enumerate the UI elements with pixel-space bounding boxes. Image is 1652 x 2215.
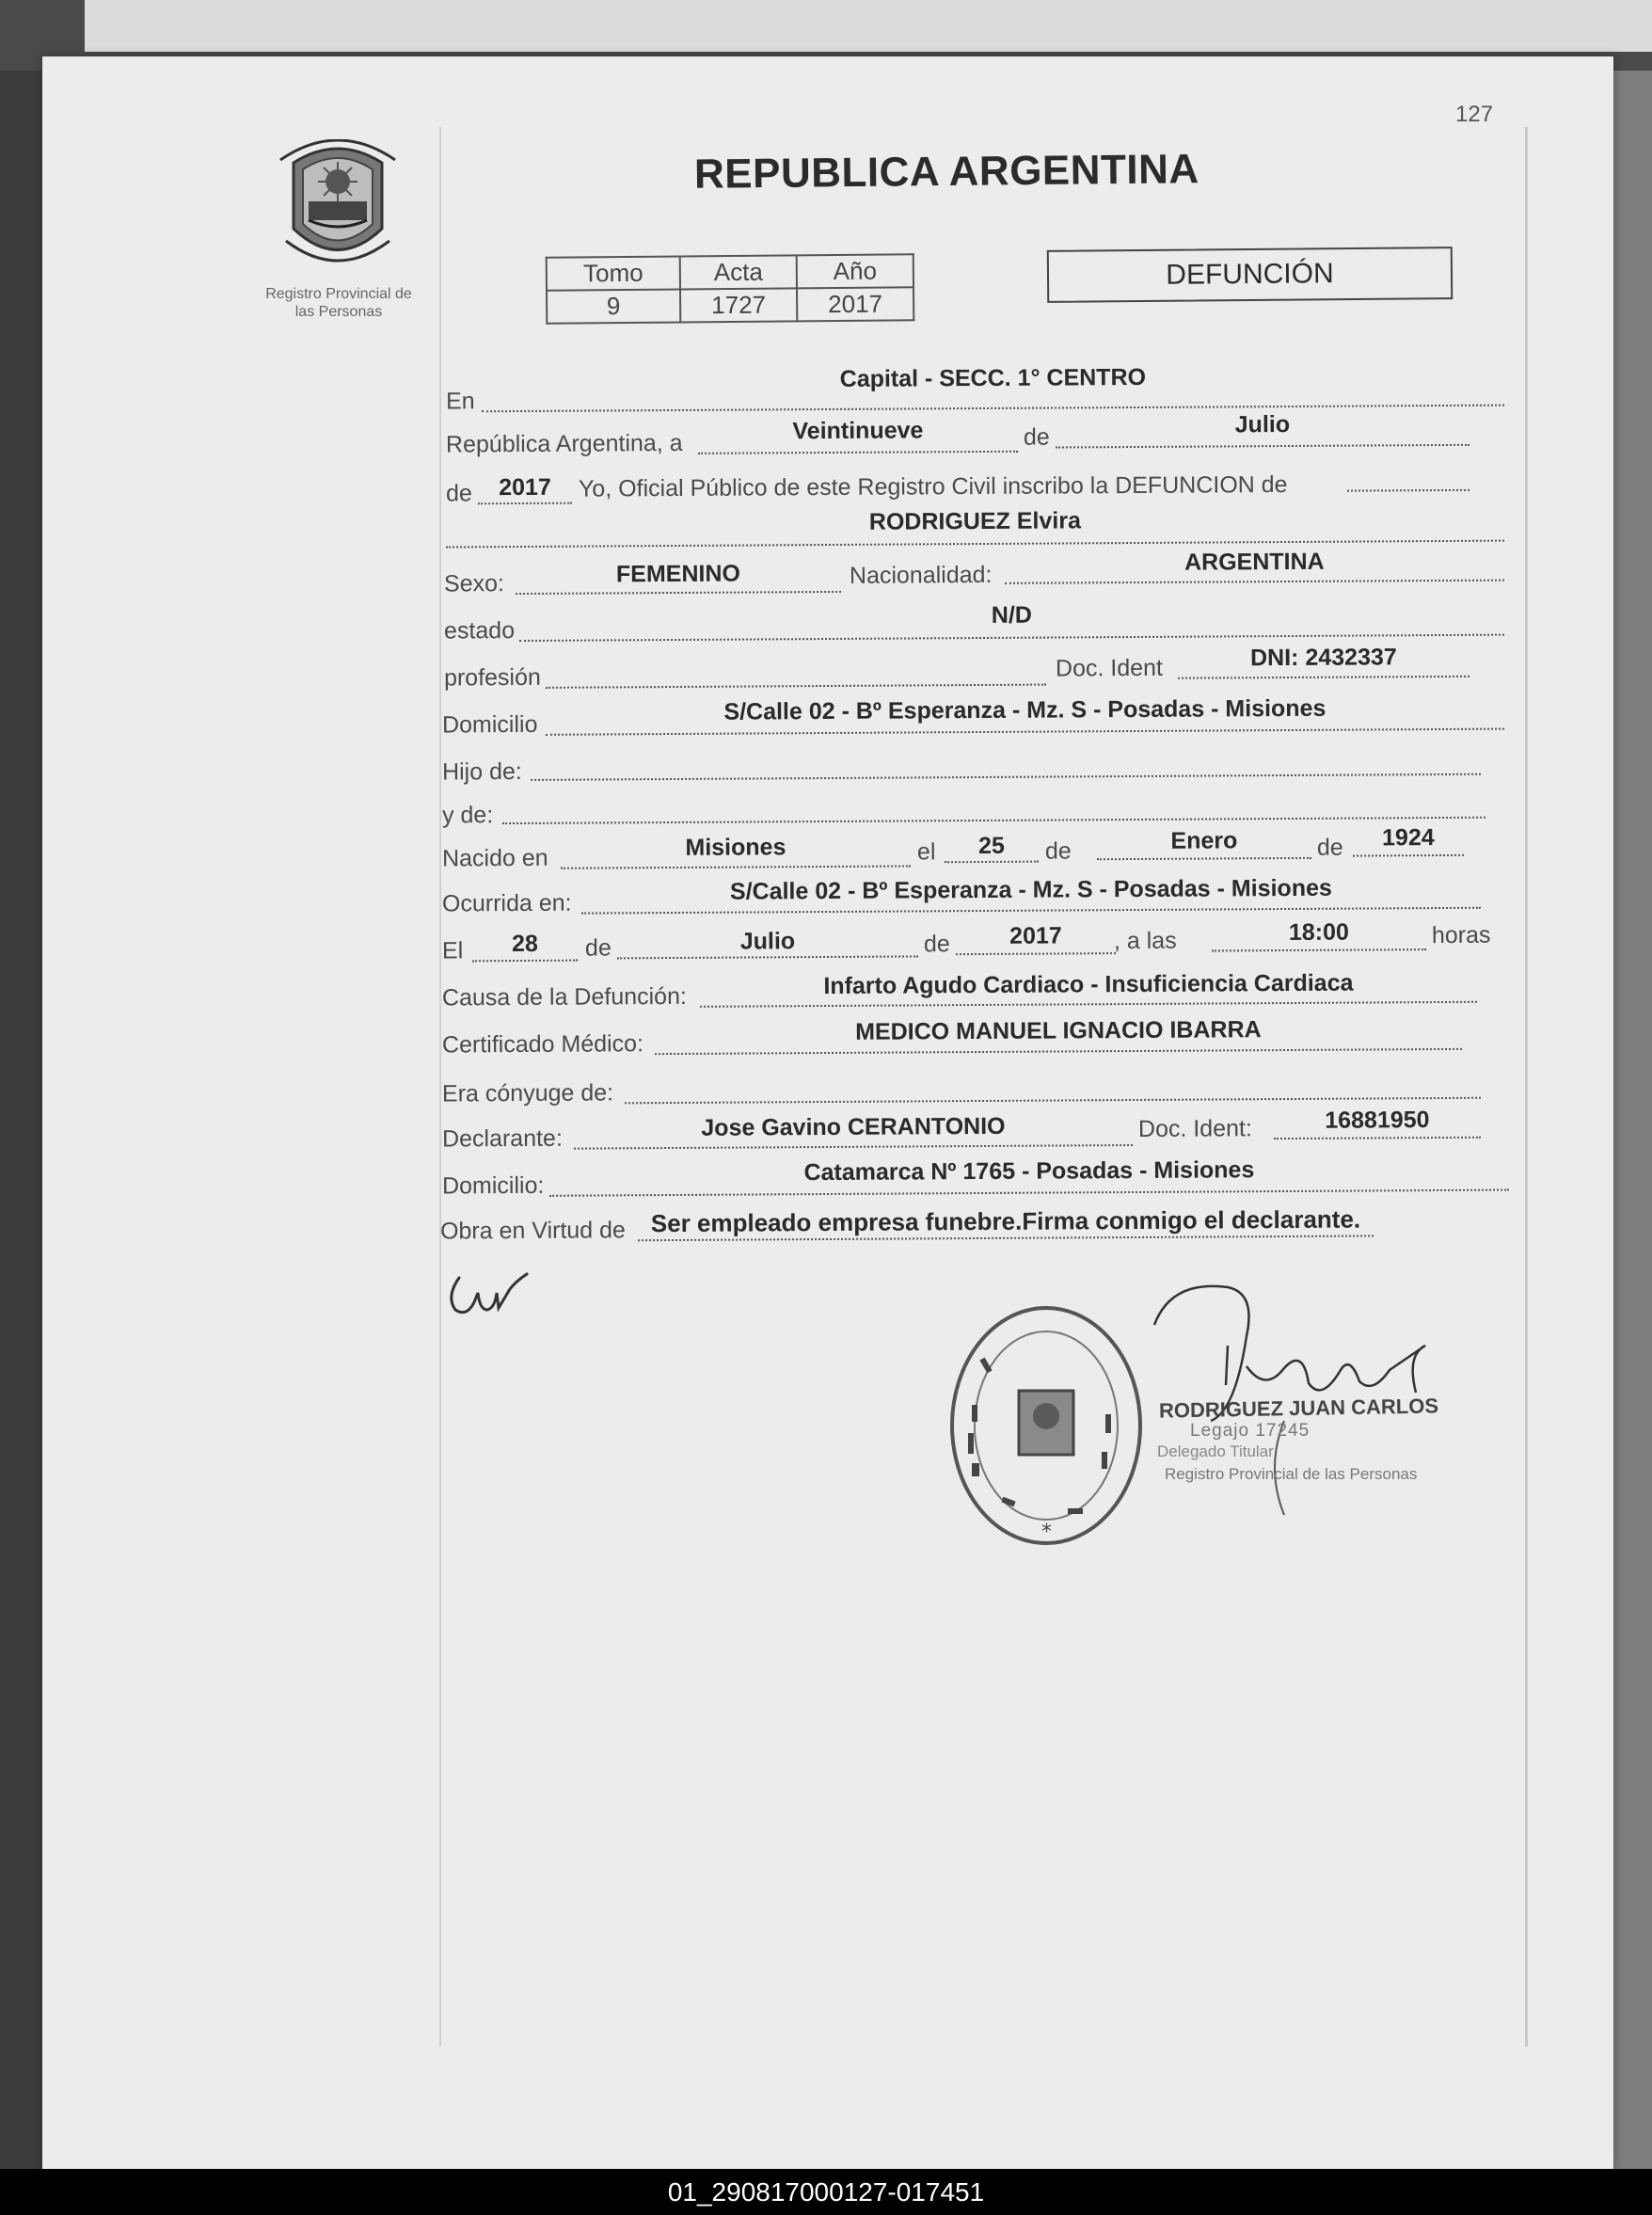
dotted-line xyxy=(519,634,1504,642)
declarante-doc-label: Doc. Ident: xyxy=(1137,1115,1252,1142)
domicilio-label: Domicilio xyxy=(441,710,538,739)
el-label: el xyxy=(916,838,936,866)
de-label: de xyxy=(923,931,950,958)
conyuge-label: Era cónyuge de: xyxy=(441,1079,614,1108)
ocurrida-label: Ocurrida en: xyxy=(441,889,572,917)
svg-text:*: * xyxy=(1041,1521,1052,1544)
birth-year: 1924 xyxy=(1382,824,1435,852)
dotted-line xyxy=(516,591,841,595)
name-value: RODRIGUEZ Elvira xyxy=(868,507,1082,535)
sexo-label: Sexo: xyxy=(443,570,505,598)
header-ano: Año xyxy=(797,254,913,288)
doc-ident-label: Doc. Ident xyxy=(1055,654,1164,682)
estado-value: N/D xyxy=(991,601,1033,629)
domicilio-value: S/Calle 02 - Bº Esperanza - Mz. S - Posadas - Misiones xyxy=(723,694,1326,725)
dotted-line xyxy=(581,907,1481,915)
header-tomo: Tomo xyxy=(547,256,680,290)
declarante-doc-value: 16881950 xyxy=(1325,1107,1430,1134)
dotted-line xyxy=(700,1001,1477,1008)
nacido-value: Misiones xyxy=(685,834,786,861)
nacionalidad-value: ARGENTINA xyxy=(1183,548,1325,576)
sexo-value: FEMENINO xyxy=(615,560,741,588)
y-de-label: y de: xyxy=(441,802,494,829)
declarante-domicilio-label: Domicilio: xyxy=(441,1171,545,1200)
registry-caption-line2: las Personas xyxy=(294,304,383,320)
causa-value: Infarto Agudo Cardiaco - Insuficiencia Cardiaca xyxy=(823,969,1354,1000)
dotted-line xyxy=(546,728,1504,736)
dotted-line xyxy=(531,773,1481,781)
en-label: En xyxy=(445,388,475,415)
nacionalidad-label: Nacionalidad: xyxy=(849,561,993,589)
value-tomo: 9 xyxy=(547,289,680,323)
dotted-line xyxy=(1097,857,1311,860)
dotted-line xyxy=(956,952,1116,955)
dotted-line xyxy=(1274,1137,1481,1139)
horas-label: horas xyxy=(1431,921,1491,949)
dotted-line xyxy=(1178,676,1469,679)
republica-label: República Argentina, a xyxy=(445,429,683,458)
death-time: 18:00 xyxy=(1288,918,1349,946)
value-acta: 1727 xyxy=(680,288,797,322)
official-name: RODRIGUEZ JUAN CARLOS xyxy=(1158,1394,1439,1423)
dotted-line xyxy=(655,1048,1462,1055)
official-office: Registro Provincial de las Personas xyxy=(1165,1465,1418,1483)
death-day: 28 xyxy=(511,930,538,958)
dotted-line xyxy=(1005,580,1504,584)
footer-file-id: 01_290817000127-017451 xyxy=(667,2177,985,2207)
nacido-label: Nacido en xyxy=(441,844,548,872)
obra-value: Ser empleado empresa funebre.Firma conmigo el declarante. xyxy=(650,1204,1361,1238)
official-role: Delegado Titular xyxy=(1157,1442,1274,1460)
registry-caption xyxy=(240,285,437,321)
value-ano: 2017 xyxy=(797,287,913,321)
dotted-line xyxy=(1056,444,1469,449)
declarante-domicilio-value: Catamarca Nº 1765 - Posadas - Misiones xyxy=(803,1156,1255,1187)
hijo-label: Hijo de: xyxy=(441,757,522,786)
registration-value-row xyxy=(547,287,913,323)
day-value: Veintinueve xyxy=(792,417,924,445)
registration-table xyxy=(546,253,915,324)
dotted-line xyxy=(549,1189,1509,1197)
dotted-line xyxy=(472,960,578,963)
month-value: Julio xyxy=(1234,410,1291,438)
estado-label: estado xyxy=(443,617,516,645)
declarante-value: Jose Gavino CERANTONIO xyxy=(701,1112,1006,1141)
dotted-line xyxy=(446,540,1504,549)
dotted-line xyxy=(698,451,1018,454)
de-label: de xyxy=(1044,837,1072,865)
en-value: Capital - SECC. 1° CENTRO xyxy=(839,363,1147,392)
header-acta: Acta xyxy=(680,255,797,289)
death-year: 2017 xyxy=(1009,922,1062,949)
a-las-label: , a las xyxy=(1113,927,1177,955)
declarante-label: Declarante: xyxy=(441,1124,563,1153)
page-number: 127 xyxy=(1455,102,1494,127)
dotted-line xyxy=(625,1097,1481,1105)
birth-day: 25 xyxy=(977,832,1005,860)
dotted-line xyxy=(561,865,911,868)
birth-month: Enero xyxy=(1170,827,1238,854)
causa-label: Causa de la Defunción: xyxy=(441,982,687,1012)
doc-ident-value: DNI: 2432337 xyxy=(1249,644,1397,672)
dotted-line xyxy=(574,1144,1133,1150)
dotted-line xyxy=(546,684,1046,689)
ocurrida-value: S/Calle 02 - Bº Esperanza - Mz. S - Posadas - Misiones xyxy=(729,874,1332,905)
page-title: REPUBLICA ARGENTINA xyxy=(693,146,1199,198)
death-month: Julio xyxy=(739,928,796,955)
inscribo-text: Yo, Oficial Público de este Registro Civil inscribo la DEFUNCION de xyxy=(578,471,1288,502)
obra-label: Obra en Virtud de xyxy=(439,1217,626,1245)
registry-caption-line1: Registro Provincial de xyxy=(265,286,412,302)
dotted-line xyxy=(1347,489,1469,492)
certificado-value: MEDICO MANUEL IGNACIO IBARRA xyxy=(855,1016,1262,1045)
registration-header-row xyxy=(547,254,913,290)
dotted-line xyxy=(1212,948,1426,951)
profesion-label: profesión xyxy=(443,663,541,692)
official-legajo: Legajo 17245 xyxy=(1190,1421,1310,1441)
initials-signature xyxy=(442,1261,546,1322)
official-stamp xyxy=(945,1301,1148,1551)
de-label: de xyxy=(445,480,472,507)
dotted-line xyxy=(502,817,1485,824)
el-cap-label: El xyxy=(441,937,464,964)
year-value: 2017 xyxy=(499,473,551,502)
dotted-line xyxy=(478,502,572,505)
document-type-box: DEFUNCIÓN xyxy=(1047,247,1453,303)
dotted-line xyxy=(945,861,1039,864)
scan-background-strip xyxy=(85,0,1652,52)
de-label: de xyxy=(584,934,612,962)
certificado-label: Certificado Médico: xyxy=(441,1030,644,1059)
dotted-line xyxy=(1353,854,1464,857)
de-label: de xyxy=(1023,423,1050,451)
province-crest-icon xyxy=(275,139,401,269)
de-label: de xyxy=(1316,834,1343,861)
